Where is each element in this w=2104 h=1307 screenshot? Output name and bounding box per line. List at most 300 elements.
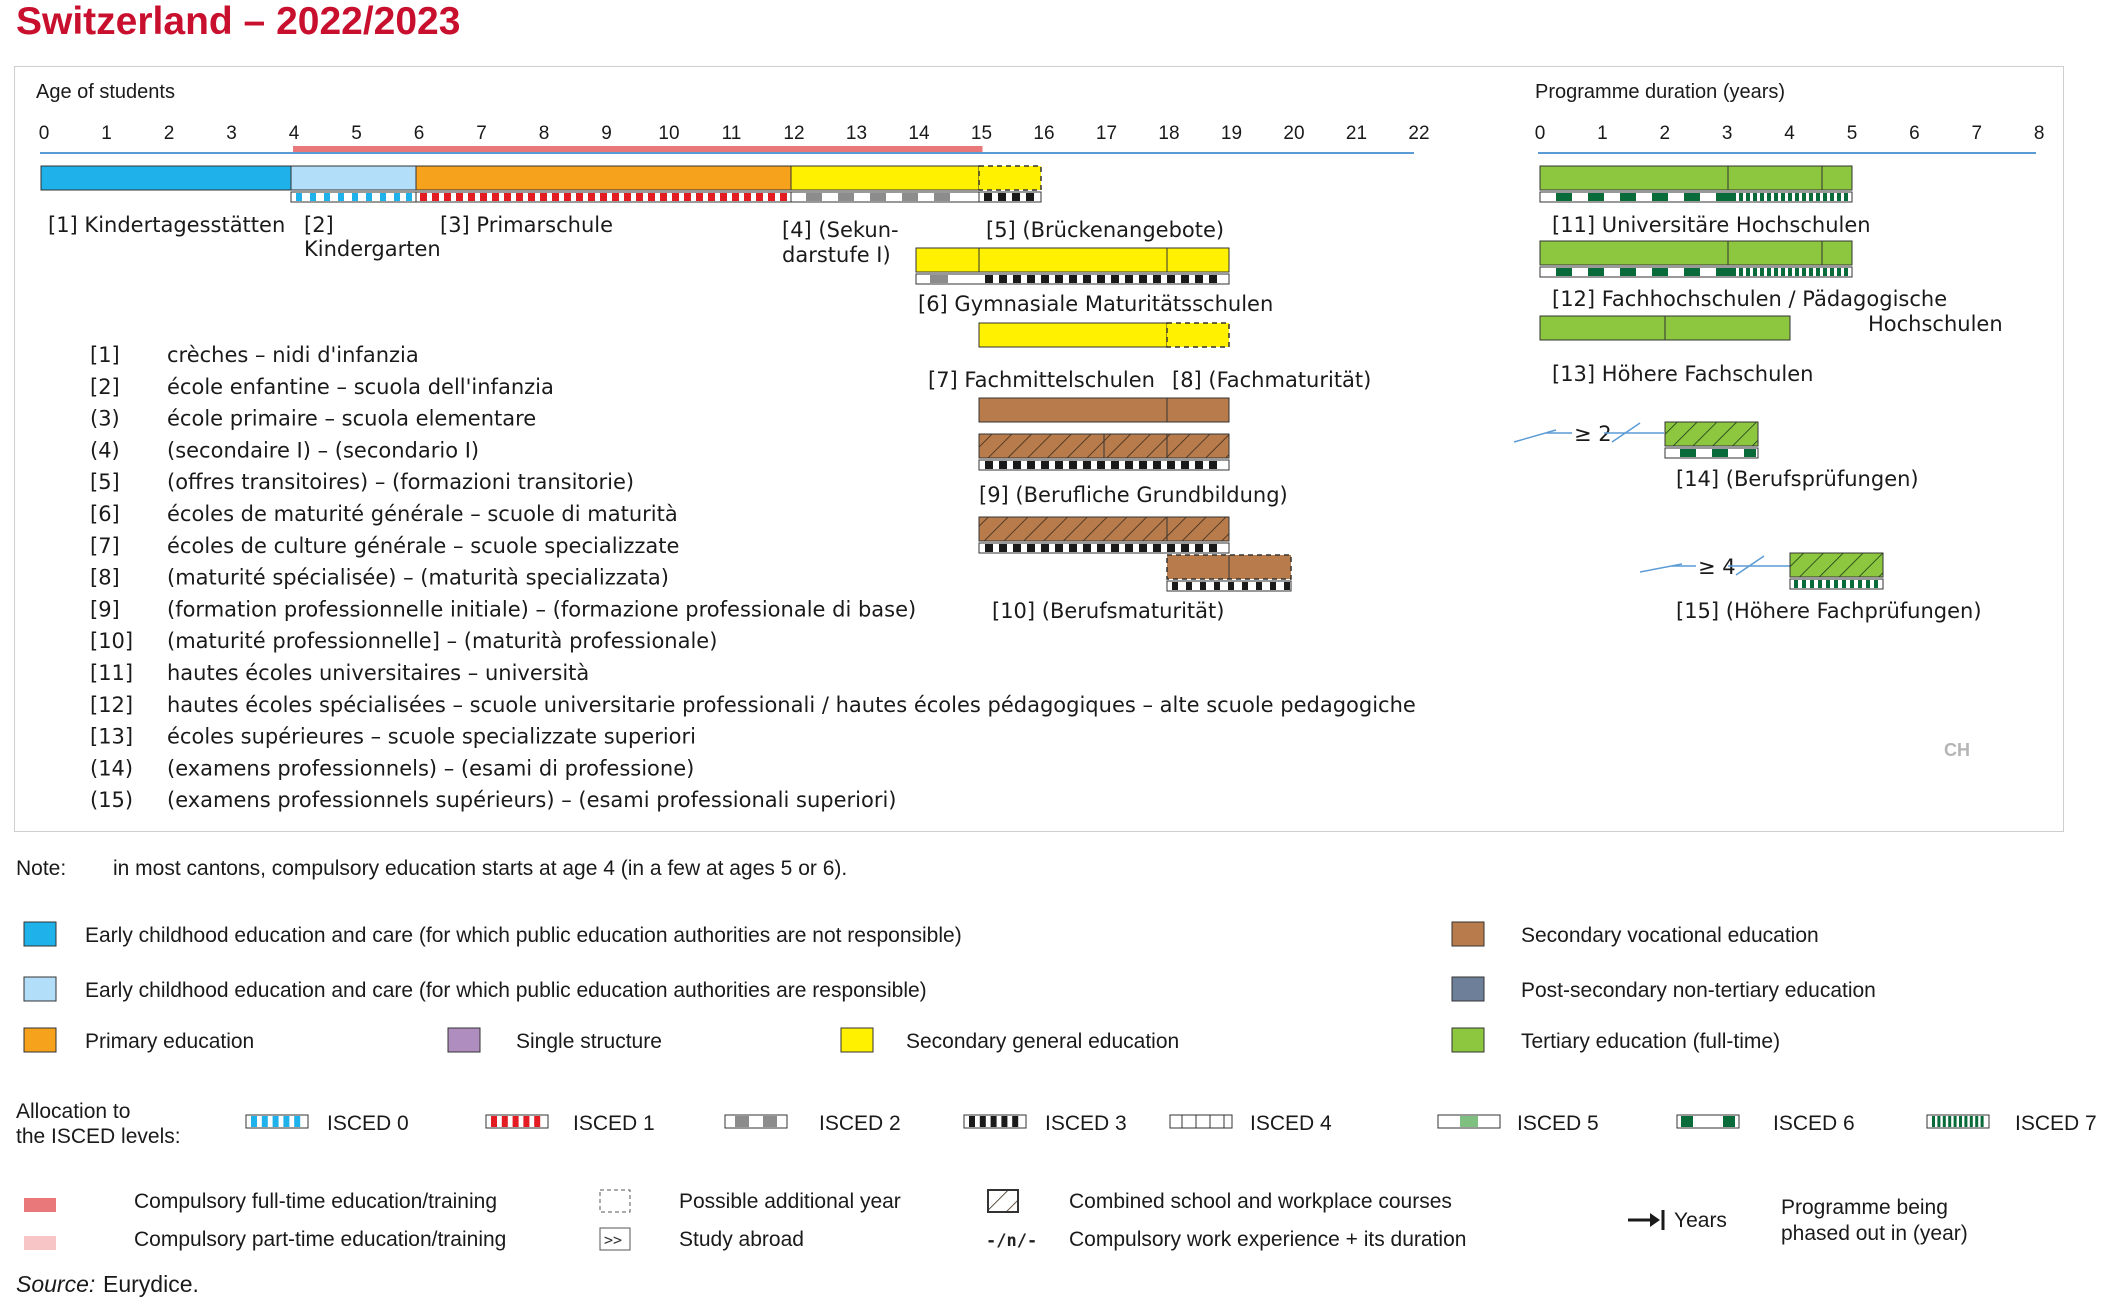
swatch-secondary-general <box>841 1028 873 1052</box>
isced-mark <box>696 193 703 201</box>
isced7-mark <box>1809 193 1813 201</box>
age-tick: 21 <box>1345 123 1368 144</box>
isced-mark <box>1195 461 1203 469</box>
source-label: Source: <box>16 1271 96 1297</box>
bar-universitat-3 <box>1822 166 1852 190</box>
combined-courses-pattern <box>979 517 1167 541</box>
isced-mark <box>985 461 993 469</box>
legend-secondary-general: Secondary general education <box>906 1030 1180 1053</box>
isced-mark <box>1055 461 1063 469</box>
age-tick: 22 <box>1408 123 1430 144</box>
isced-mark <box>1041 544 1049 552</box>
isced6-mark <box>1684 268 1700 276</box>
duration-tick: 0 <box>1534 123 1546 144</box>
isced-swatch-mark <box>294 1116 300 1127</box>
isced7-mark <box>1781 268 1785 276</box>
isced2-mark <box>930 275 948 283</box>
legend-single: Single structure <box>516 1030 662 1053</box>
legend-possible-year: Possible additional year <box>679 1190 901 1213</box>
bar-fachhochschulen-2 <box>1728 241 1822 265</box>
legend-postsec: Post-secondary non-tertiary education <box>1521 979 1876 1002</box>
label-p11: [11] Universitäre Hochschulen <box>1552 213 1871 237</box>
legend-isced5: ISCED 5 <box>1517 1112 1599 1135</box>
translation-text: hautes écoles spécialisées – scuole universitarie professionali / hautes écoles pédagogiques – alte scuole pedagogiche <box>167 692 1416 717</box>
isced6-mark <box>1620 268 1636 276</box>
isced-swatch-mark <box>980 1116 986 1127</box>
legend-secondary-vocational: Secondary vocational education <box>1521 924 1819 947</box>
label-p12: [12] Fachhochschulen / Pädagogische <box>1552 287 1948 311</box>
isced7-mark <box>1788 193 1792 201</box>
legend-isced2: ISCED 2 <box>819 1112 901 1135</box>
isced7-mark <box>1816 268 1820 276</box>
isced6-marks <box>1680 449 1756 457</box>
isced-mark <box>1111 544 1119 552</box>
isced-mark <box>1866 580 1870 588</box>
isced-mark <box>985 544 993 552</box>
isced-title-1: Allocation to <box>16 1100 131 1123</box>
legend-isced7: ISCED 7 <box>2015 1112 2097 1135</box>
isced-mark <box>1125 544 1133 552</box>
label-p6: [6] Gymnasiale Maturitätsschulen <box>918 292 1274 316</box>
min-years-15: ≥ 4 <box>1698 555 1736 579</box>
isced7-mark <box>1844 193 1848 201</box>
isced6-mark <box>1652 268 1668 276</box>
isced-mark <box>1200 582 1206 590</box>
isced7-mark <box>1767 193 1771 201</box>
age-tick: 18 <box>1158 123 1180 144</box>
isced-swatch-mark <box>1943 1116 1946 1127</box>
translation-text: (formation professionnelle initiale) – (formazione professionale di base) <box>167 597 917 622</box>
isced-mark <box>1069 461 1077 469</box>
isced6-mark <box>1684 193 1700 201</box>
age-tick: 9 <box>601 123 612 144</box>
note-label: Note: <box>16 857 67 880</box>
age-tick: 4 <box>288 123 300 144</box>
translation-number: [2] <box>90 374 120 399</box>
isced6-mark <box>1588 193 1604 201</box>
translation-number: [8] <box>90 565 120 590</box>
isced4-marks <box>1172 582 1290 590</box>
legend-ecec-private: Early childhood education and care (for which public education authorities are not responsible) <box>85 924 962 947</box>
isced-mark <box>1027 275 1035 283</box>
isced-mark <box>999 275 1007 283</box>
isced-mark <box>1083 461 1091 469</box>
isced7-mark <box>1816 193 1820 201</box>
bar-berufliche-2 <box>1167 398 1229 422</box>
label-p15: [15] (Höhere Fachprüfungen) <box>1676 599 1982 623</box>
isced-mark <box>1097 461 1105 469</box>
bar-gymnasium-3 <box>1167 248 1229 272</box>
isced7-mark <box>1760 193 1764 201</box>
isced-mark <box>1186 582 1192 590</box>
legend-work-experience: Compulsory work experience + its duration <box>1069 1228 1467 1251</box>
isced-mark <box>528 193 535 201</box>
compulsory-full-swatch <box>24 1198 56 1212</box>
isced-mark <box>1842 580 1846 588</box>
swatch-tertiary <box>1452 1028 1484 1052</box>
label-p10: [10] (Berufsmaturität) <box>992 599 1225 623</box>
isced-swatch-mark <box>1981 1116 1984 1127</box>
bar-hohere-fachschulen-2 <box>1665 316 1790 340</box>
isced-swatch-mark <box>1975 1116 1978 1127</box>
isced-mark <box>1083 544 1091 552</box>
isced-swatch-mark <box>491 1116 497 1127</box>
age-tick: 0 <box>38 123 50 144</box>
isced-mark <box>1069 275 1077 283</box>
isced-mark <box>999 544 1007 552</box>
isced-mark <box>456 193 463 201</box>
isced-mark <box>1818 580 1822 588</box>
work-experience-glyph: -/n/- <box>986 1231 1038 1251</box>
age-axis-label: Age of students <box>36 81 175 103</box>
isced-mark <box>1041 461 1049 469</box>
isced0-marks <box>296 193 412 201</box>
isced7-mark <box>1746 193 1750 201</box>
isced-mark <box>1802 580 1806 588</box>
translation-number: [10] <box>90 629 134 654</box>
min-years-14: ≥ 2 <box>1574 422 1612 446</box>
isced6-mark <box>1620 193 1636 201</box>
isced-swatch-mark <box>1970 1116 1973 1127</box>
label-p5: [5] (Brückenangebote) <box>986 218 1225 242</box>
legend-tertiary: Tertiary education (full-time) <box>1521 1030 1781 1053</box>
isced-mark <box>1826 580 1830 588</box>
isced-mark <box>420 193 427 201</box>
isced7-mark <box>1823 268 1827 276</box>
isced6-mark <box>1716 268 1732 276</box>
translation-number: [12] <box>90 692 134 717</box>
combined-courses-pattern <box>1665 422 1758 446</box>
isced-mark <box>468 193 475 201</box>
isced-mark <box>1242 582 1248 590</box>
translation-text: (offres transitoires) – (formazioni transitorie) <box>167 470 635 495</box>
isced-mark <box>588 193 595 201</box>
combined-courses-pattern <box>1167 517 1229 541</box>
page-title: Switzerland – 2022/2023 <box>16 0 461 43</box>
isced-mark <box>999 461 1007 469</box>
isced-mark <box>1794 580 1798 588</box>
age-tick: 14 <box>908 123 930 144</box>
bar-kindergarten <box>291 166 416 190</box>
isced-mark <box>492 193 499 201</box>
translation-text: écoles supérieures – scuole specializzate superiori <box>167 724 696 749</box>
legend-phased-out-2: phased out in (year) <box>1781 1222 1968 1245</box>
duration-tick: 4 <box>1784 123 1795 144</box>
isced-swatch-7 <box>1927 1115 1989 1128</box>
swatch-secondary-vocational <box>1452 922 1484 946</box>
isced-mark <box>1153 544 1161 552</box>
isced-mark <box>564 193 571 201</box>
isced-swatch-mark <box>251 1116 257 1127</box>
isced-mark <box>1214 582 1220 590</box>
isced-mark <box>1284 582 1290 590</box>
isced7-mark <box>1802 193 1806 201</box>
legend-isced4: ISCED 4 <box>1250 1112 1332 1135</box>
legend-primary: Primary education <box>85 1030 255 1053</box>
isced-mark <box>624 193 631 201</box>
duration-axis-label: Programme duration (years) <box>1535 81 1786 103</box>
bar-kindertagesstatten <box>41 166 291 190</box>
isced-mark <box>985 275 993 283</box>
age-tick: 19 <box>1220 123 1243 144</box>
source-text: Eurydice. <box>103 1271 199 1297</box>
translation-text: (examens professionnels supérieurs) – (esami professionali superiori) <box>167 788 897 813</box>
isced-swatch-mark <box>283 1116 289 1127</box>
label-p2: [2] <box>304 213 334 237</box>
isced-mark <box>1195 275 1203 283</box>
study-abroad-glyph: >> <box>604 1231 623 1249</box>
years-arrow-head-icon <box>1650 1213 1660 1227</box>
translation-number: (14) <box>90 756 134 781</box>
legend-combined: Combined school and workplace courses <box>1069 1190 1452 1213</box>
label-p1: [1] Kindertagesstätten <box>48 213 286 237</box>
age-tick: 3 <box>226 123 237 144</box>
translation-text: écoles de maturité générale – scuole di maturità <box>167 502 678 526</box>
legend-years: Years <box>1674 1209 1727 1232</box>
translation-number: [13] <box>90 724 134 749</box>
isced-mark <box>1013 461 1021 469</box>
translation-number: (3) <box>90 406 120 431</box>
isced-mark <box>1181 544 1189 552</box>
isced-mark <box>1027 544 1035 552</box>
translation-text: écoles de culture générale – scuole specializzate <box>167 533 680 558</box>
isced-mark <box>444 193 451 201</box>
isced-mark <box>516 193 523 201</box>
duration-tick: 8 <box>2033 123 2045 144</box>
translation-number: (4) <box>90 438 120 463</box>
isced7-mark <box>1760 268 1764 276</box>
isced7-mark <box>1739 268 1743 276</box>
age-tick: 13 <box>845 123 868 144</box>
isced6-mark <box>1556 193 1572 201</box>
isced-mark <box>1181 275 1189 283</box>
break-mark <box>1640 564 1682 572</box>
compulsory-education-bar <box>293 146 983 152</box>
legend-ecec-public: Early childhood education and care (for which public education authorities are responsible) <box>85 979 927 1002</box>
isced-swatch-mark <box>1681 1116 1693 1127</box>
isced-mark <box>1181 461 1189 469</box>
isced-mark <box>636 193 643 201</box>
isced-mark <box>732 193 739 201</box>
isced-mark <box>1850 580 1854 588</box>
isced-mark <box>1153 461 1161 469</box>
isced-mark <box>480 193 487 201</box>
isced-legend <box>16 1100 2097 1148</box>
bar-hohere-fachschulen-1 <box>1540 316 1665 340</box>
isced-mark <box>1874 580 1878 588</box>
translation-number: [7] <box>90 533 120 558</box>
isced-mark <box>1055 544 1063 552</box>
isced-mark <box>1834 580 1838 588</box>
isced-swatch-mark <box>969 1116 975 1127</box>
legend-phased-out-1: Programme being <box>1781 1196 1948 1219</box>
isced-mark <box>1139 275 1147 283</box>
isced-swatch-mark <box>273 1116 279 1127</box>
isced-mark <box>1013 275 1021 283</box>
isced-mark <box>780 193 787 201</box>
symbols-legend <box>24 1190 1968 1251</box>
isced-mark <box>1153 275 1161 283</box>
age-tick: 5 <box>351 123 362 144</box>
isced7-mark <box>1795 268 1799 276</box>
label-p7: [7] Fachmittelschulen <box>928 368 1155 392</box>
bar-fachhochschulen-1 <box>1540 241 1728 265</box>
isced-swatch-mark <box>513 1116 519 1127</box>
translation-text: école enfantine – scuola dell'infanzia <box>167 374 554 399</box>
translation-number: [11] <box>90 661 134 685</box>
age-axis-ticks <box>39 123 1430 144</box>
category-legend <box>24 922 1876 1053</box>
isced-mark <box>756 193 763 201</box>
duration-tick: 7 <box>1971 123 1983 144</box>
compulsory-part-swatch <box>24 1236 56 1250</box>
age-tick: 15 <box>970 123 993 144</box>
isced7-mark <box>1802 268 1806 276</box>
duration-tick: 6 <box>1909 123 1920 144</box>
translation-text: crèches – nidi d'infanzia <box>167 343 419 367</box>
isced-swatch-mark <box>1959 1116 1962 1127</box>
isced-swatch-mark <box>1932 1116 1935 1127</box>
age-tick: 20 <box>1283 123 1305 144</box>
combined-courses-pattern <box>1104 434 1167 458</box>
translation-number: [6] <box>90 502 120 526</box>
isced-mark <box>1027 461 1035 469</box>
isced-swatch-2 <box>725 1115 787 1128</box>
isced-swatch-mark <box>1723 1116 1735 1127</box>
isced7-mark <box>1746 268 1750 276</box>
label-p2-line2: Kindergarten <box>304 237 441 261</box>
combined-courses-pattern <box>1790 553 1883 577</box>
isced6-mark <box>1652 193 1668 201</box>
isced7-mark <box>1837 268 1841 276</box>
isced-swatch-mark <box>262 1116 268 1127</box>
isced-mark <box>1270 582 1276 590</box>
bar-bruckenangebote <box>979 166 1041 190</box>
isced-mark <box>1167 275 1175 283</box>
isced-swatch-mark <box>534 1116 540 1127</box>
label-p4-line2: darstufe I) <box>782 243 891 267</box>
label-p4: [4] (Sekun- <box>782 218 899 242</box>
translation-number: [9] <box>90 597 120 622</box>
legend-compulsory-part: Compulsory part-time education/training <box>134 1228 507 1251</box>
isced7-mark <box>1837 193 1841 201</box>
isced-mark <box>1041 275 1049 283</box>
isced3-marks <box>985 275 1217 283</box>
isced-mark <box>744 193 751 201</box>
isced-mark <box>1069 544 1077 552</box>
translation-text: hautes écoles universitaires – università <box>167 661 590 685</box>
translation-text: (maturité spécialisée) – (maturità specializzata) <box>167 565 669 590</box>
isced-swatch-mark <box>1964 1116 1967 1127</box>
isced-swatch-mark <box>523 1116 529 1127</box>
translation-text: (examens professionnels) – (esami di professione) <box>167 756 695 781</box>
age-tick: 7 <box>476 123 487 144</box>
isced-mark <box>600 193 607 201</box>
bar-fachmaturitat <box>1167 323 1229 347</box>
isced-mark <box>1167 461 1175 469</box>
isced-mark <box>552 193 559 201</box>
bar-sekundarstufe <box>791 166 979 190</box>
translation-text: (maturité professionnelle] – (maturità professionale) <box>167 629 718 654</box>
isced-mark <box>648 193 655 201</box>
legend-isced3: ISCED 3 <box>1045 1112 1127 1135</box>
isced-swatch-mark <box>991 1116 997 1127</box>
duration-axis-ticks <box>1535 123 2045 144</box>
note-text: in most cantons, compulsory education starts at age 4 (in a few at ages 5 or 6). <box>113 857 848 880</box>
combined-courses-pattern <box>979 434 1104 458</box>
isced-mark <box>672 193 679 201</box>
age-tick: 10 <box>658 123 680 144</box>
bar-gymnasium-2 <box>979 248 1167 272</box>
duration-tick: 1 <box>1597 123 1608 144</box>
bar-universitat-1 <box>1540 166 1728 190</box>
bar-berufliche-1 <box>979 398 1167 422</box>
isced7-mark <box>1830 193 1834 201</box>
bar-fachhochschulen-3 <box>1822 241 1852 265</box>
label-p12-line2: Hochschulen <box>1868 312 2003 336</box>
translation-number: [5] <box>90 470 120 495</box>
age-tick: 12 <box>783 123 805 144</box>
age-tick: 17 <box>1095 123 1118 144</box>
label-p14: [14] (Berufsprüfungen) <box>1676 467 1919 491</box>
label-p8: [8] (Fachmaturität) <box>1172 368 1372 392</box>
duration-tick: 5 <box>1846 123 1858 144</box>
isced-mark <box>1139 461 1147 469</box>
translation-number: (15) <box>90 788 134 813</box>
isced7-mark <box>1732 193 1736 201</box>
isced-mark <box>1125 275 1133 283</box>
country-code: CH <box>1944 740 1970 760</box>
swatch-single <box>448 1028 480 1052</box>
isced7-mark <box>1767 268 1771 276</box>
swatch-ecec-private <box>24 922 56 946</box>
age-tick: 6 <box>413 123 425 144</box>
isced-mark <box>504 193 511 201</box>
label-p3: [3] Primarschule <box>440 213 614 237</box>
duration-tick: 2 <box>1659 123 1671 144</box>
legend-isced1: ISCED 1 <box>573 1112 655 1135</box>
age-tick: 16 <box>1033 123 1055 144</box>
isced-mark <box>660 193 667 201</box>
bar-gymnasium-1 <box>916 248 979 272</box>
translation-text: (secondaire I) – (secondario I) <box>167 438 480 463</box>
isced-swatch-mark <box>735 1116 749 1127</box>
isced6-mark <box>1588 268 1604 276</box>
possible-year-swatch <box>600 1190 630 1212</box>
swatch-ecec-public <box>24 977 56 1001</box>
isced-mark <box>1111 461 1119 469</box>
isced-swatch-mark <box>1001 1116 1007 1127</box>
isced7-mark <box>1774 193 1778 201</box>
isced-mark <box>1172 582 1178 590</box>
label-p9: [9] (Berufliche Grundbildung) <box>979 483 1288 507</box>
legend-isced0: ISCED 0 <box>327 1112 409 1135</box>
isced-mark <box>1097 544 1105 552</box>
age-tick: 11 <box>721 123 742 144</box>
swatch-primary <box>24 1028 56 1052</box>
age-tick: 2 <box>163 123 175 144</box>
isced-mark <box>432 193 439 201</box>
isced-swatch-mark <box>1954 1116 1957 1127</box>
isced7-mark <box>1774 268 1778 276</box>
isced-swatch-mark <box>1012 1116 1018 1127</box>
combined-swatch <box>988 1190 1018 1212</box>
isced-mark <box>1097 275 1105 283</box>
isced-mark <box>1013 544 1021 552</box>
isced-mark <box>708 193 715 201</box>
legend-compulsory-full: Compulsory full-time education/training <box>134 1190 497 1213</box>
isced-swatch-mark <box>763 1116 777 1127</box>
